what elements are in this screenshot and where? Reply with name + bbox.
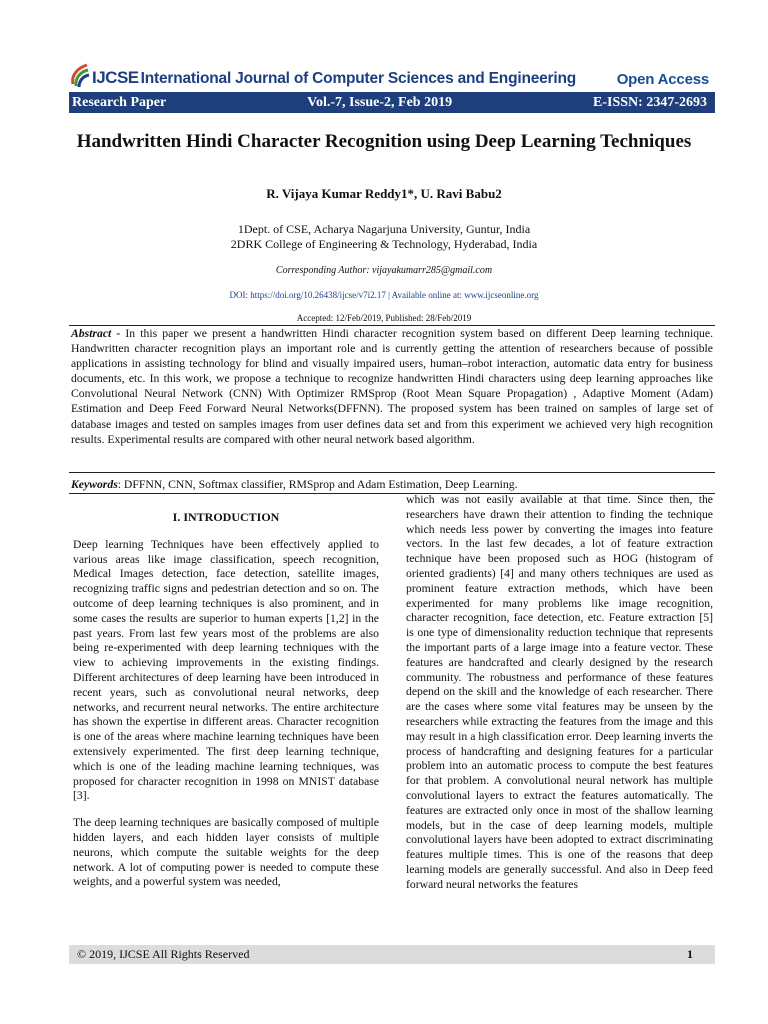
- right-column: [406, 493, 713, 905]
- section-heading-introduction: I. INTRODUCTION: [172, 510, 280, 524]
- logo-swirl-icon: [69, 62, 91, 88]
- paper-title: Handwritten Hindi Character Recognition using Deep Learning Techniques: [76, 131, 692, 152]
- left-column: [73, 508, 379, 902]
- open-access-label: Open Access: [616, 71, 709, 88]
- volume-info: Vol.-7, Issue-2, Feb 2019: [307, 94, 453, 110]
- page-number: 1: [687, 947, 693, 961]
- keywords: [71, 478, 713, 491]
- page-footer: [69, 945, 715, 964]
- keywords-label: Keywords: [71, 478, 118, 491]
- paper-authors: R. Vijaya Kumar Reddy1*, U. Ravi Babu2: [266, 186, 502, 201]
- issue-info-bar: [69, 92, 715, 113]
- affiliation-2: 2DRK College of Engineering & Technology, Hyderabad, India: [230, 237, 538, 251]
- keywords-top-rule: [69, 472, 715, 473]
- paper-type: Research Paper: [72, 94, 167, 110]
- intro-paragraph-2: The deep learning techniques are basically composed of multiple hidden layers, and each hidden layer consists of multiple neurons, which compute the suitable weights for the deep network. A lot of computing power is needed to compute these weights, and a powerful system was needed,: [73, 816, 379, 889]
- doi-line[interactable]: DOI: https://doi.org/10.26438/ijcse/v7i2.17 | Available online at: www.ijcseonline.org: [229, 290, 539, 300]
- issn-info: E-ISSN: 2347-2693: [593, 94, 707, 110]
- journal-header: [69, 58, 709, 88]
- affiliation-1: 1Dept. of CSE, Acharya Nagarjuna University, Guntur, India: [237, 222, 531, 236]
- journal-logo: [69, 62, 139, 88]
- abstract-text: In this paper we present a handwritten Hindi character recognition system based on different Deep learning technique. Handwritten character recognition plays an important role and is currently getting the attention of researchers because of possible applications in assisting technology for blind and visually impaired users, human–robot interaction, automatic data entry for business documents, etc. In this work, we propose a technique to recognize handwritten Hindi characters using deep learning approaches like Convolutional Neural Network (CNN) With Optimizer RMSprop (Root Mean Square Propagation) , Adaptive Moment (Adam) Estimation and Deep Feed Forward Neural Networks(DFFNN). The proposed system has been trained on samples of large set of database images and tested on samples images from user defines data set and from this experiment we achieved very high recognition results. Experimental results are compared with other neural network based algorithm.: [71, 327, 714, 446]
- keywords-text: : DFFNN, CNN, Softmax classifier, RMSprop and Adam Estimation, Deep Learning.: [117, 478, 518, 491]
- corresponding-author: Corresponding Author: vijayakumarr285@gmail.com: [275, 265, 493, 276]
- journal-name: International Journal of Computer Sciences and Engineering: [140, 70, 577, 87]
- logo-text: IJCSE: [92, 68, 139, 87]
- intro-paragraph-3: which was not easily available at that time. Since then, the researchers have drawn their attention to finding the technique which needs less power by converting the images into feature vectors. In the last few decades, a lot of feature extraction technique have been proposed such as HOG (histogram of oriented gradients) [4] and many others techniques are used as prominent feature extraction methods, which have been experimented for many problems like image recognition, character recognition, face detection, etc. Feature extraction [5] is one type of dimensionality reduction technique that represents the important parts of a large image into a feature vector. These features are handcrafted and clearly designed by the research community. The robustness and performance of these features depend on the skill and the knowledge of each researcher. There are the cases where some vital features may be unseen by the researchers while extracting the features from the image and this may result in a high classification error. Deep learning inverts the process of handcrafting and designing features for a particular problem into an automatic process to compute the best features for that problem. A convolutional neural network has multiple convolutional layers to extract the features automatically. The features are extracted only once in most of the shallow learning models, but in the case of deep learning models, multiple convolutional layers have been adopted to extract discriminating features multiple times. This is one of the reasons that deep learning models are generally successful. And also in Deep feed forward neural networks the features: [406, 493, 713, 891]
- intro-paragraph-1: Deep learning Techniques have been effectively applied to various areas like image classification, speech recognition, Medical Images detection, face detection, satellite images, recognizing traffic signs and pedestrian detection and so on. The outcome of deep learning techniques is also prominent, and in some cases the results are superior to human experts [1,2] in the past years. From last few years most of the problems are also being re-experimented with deep learning techniques with the view to achieving improvements in the existing findings. Different architectures of deep learning have been introduced in recent years, such as convolutional neural networks, deep networks, and recurrent neural networks. The entire architecture has shown the expertise in different areas. Character recognition is one of the areas where machine learning techniques have been extensively experimented. The first deep learning technique, which is one of the leading machine learning techniques, was proposed for character recognition in 1998 on MNIST database [3].: [73, 537, 379, 803]
- abstract-label: Abstract -: [71, 327, 121, 340]
- abstract: [71, 326, 713, 447]
- accepted-dates: Accepted: 12/Feb/2019, Published: 28/Feb/2019: [296, 313, 472, 323]
- copyright: © 2019, IJCSE All Rights Reserved: [77, 947, 250, 961]
